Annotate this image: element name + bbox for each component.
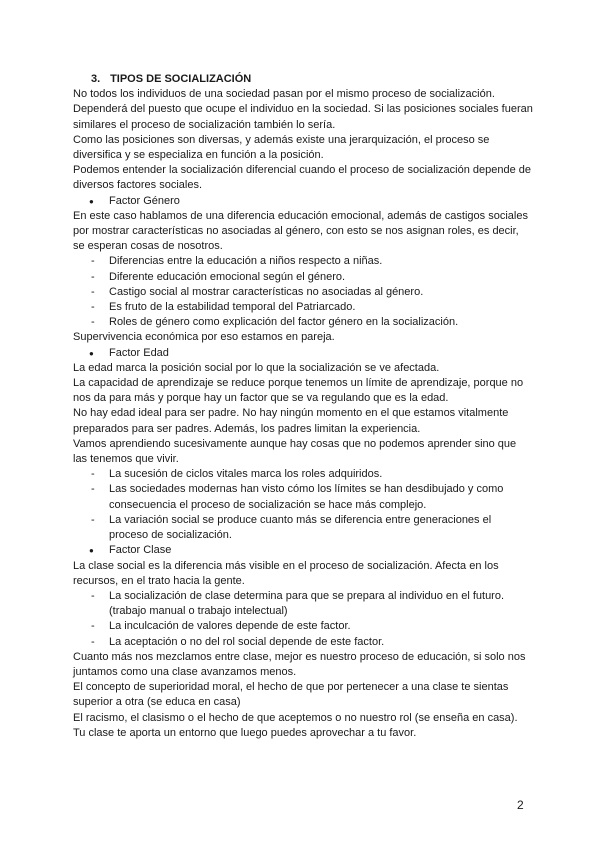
factor-clase-heading: ● Factor Clase bbox=[73, 543, 533, 558]
clase-outro-4: Tu clase te aporta un entorno que luego puedes aprovechar a tu favor. bbox=[73, 726, 417, 739]
section-number: 3. bbox=[91, 73, 101, 85]
section-title: TIPOS DE SOCIALIZACIÓN bbox=[110, 73, 252, 85]
section-heading bbox=[73, 72, 533, 87]
edad-paragraph-4: Vamos aprendiendo sucesivamente aunque hay cosas que no podemos aprender sino que las tenemos que vivir. bbox=[73, 437, 517, 466]
edad-paragraph-2: La capacidad de aprendizaje se reduce porque tenemos un límite de aprendizaje, porque no nos da para más y porque hay un factor que se va regulando que es la edad. bbox=[73, 377, 524, 405]
edad-paragraph-1: La edad marca la posición social por lo que la socialización se ve afectada. bbox=[73, 361, 440, 374]
list-item: - Roles de género como explicación del factor género en la socialización. bbox=[73, 315, 533, 330]
genero-list bbox=[73, 254, 533, 330]
genero-outro: Supervivencia económica por eso estamos en pareja. bbox=[73, 331, 335, 344]
list-item: - La sucesión de ciclos vitales marca los roles adquiridos. bbox=[73, 467, 533, 482]
clase-outro-3: El racismo, el clasismo o el hecho de que aceptemos o no nuestro rol (se enseña en casa). bbox=[73, 711, 518, 724]
intro-paragraph-2: Como las posiciones son diversas, y además existe una jerarquización, el proceso se diversifica y se especializa en función a la posición. bbox=[73, 133, 490, 162]
list-item: - Es fruto de la estabilidad temporal del Patriarcado. bbox=[73, 300, 533, 315]
clase-outro-1: Cuanto más nos mezclamos entre clase, mejor es nuestro proceso de educación, si solo nos juntamos como una clase avanzamos menos. bbox=[73, 650, 526, 678]
factor-edad-heading: ● Factor Edad bbox=[73, 346, 533, 361]
list-item: - La variación social se produce cuanto más se diferencia entre generaciones el proceso de socialización. bbox=[73, 513, 533, 543]
document-body bbox=[73, 72, 533, 741]
list-item: - La inculcación de valores depende de este factor. bbox=[73, 619, 533, 634]
intro-paragraph-3: Podemos entender la socialización diferencial cuando el proceso de socialización depende de diversos factores sociales. bbox=[73, 164, 532, 192]
factor-genero-heading: ● Factor Género bbox=[73, 194, 533, 209]
page-number: 2 bbox=[517, 798, 524, 812]
edad-paragraph-3: No hay edad ideal para ser padre. No hay ningún momento en el que estamos vitalmente preparados para ser padres. Además, los padres limitan la experiencia. bbox=[73, 407, 509, 435]
list-item: - La aceptación o no del rol social depende de este factor. bbox=[73, 635, 533, 650]
clase-list bbox=[73, 589, 533, 650]
intro-paragraph-1: No todos los individuos de una sociedad pasan por el mismo proceso de socialización. Dependerá del puesto que ocupe el individuo en la sociedad. Si las posiciones sociales fueran similares el proceso de socialización también lo sería. bbox=[73, 88, 533, 131]
list-item: - La socialización de clase determina para que se prepara al individuo en el futuro. (trabajo manual o trabajo intelectual) bbox=[73, 589, 533, 619]
list-item: - Las sociedades modernas han visto cómo los límites se han desdibujado y como consecuencia el proceso de socialización se hace más complejo. bbox=[73, 482, 533, 512]
clase-outro-2: El concepto de superioridad moral, el hecho de que por pertenecer a una clase te sientas superior a otra (se educa en casa) bbox=[73, 681, 509, 709]
clase-intro: La clase social es la diferencia más visible en el proceso de socialización. Afecta en los recursos, en el trato hacia la gente. bbox=[73, 559, 499, 587]
list-item: - Diferente educación emocional según el género. bbox=[73, 270, 533, 285]
list-item: - Castigo social al mostrar características no asociadas al género. bbox=[73, 285, 533, 300]
genero-intro: En este caso hablamos de una diferencia educación emocional, además de castigos sociales por mostrar características no asociadas al género, con esto se nos asignan roles, es decir, se esperan cosas de nosotros. bbox=[73, 209, 528, 253]
list-item: - Diferencias entre la educación a niños respecto a niñas. bbox=[73, 254, 533, 269]
edad-list bbox=[73, 467, 533, 543]
